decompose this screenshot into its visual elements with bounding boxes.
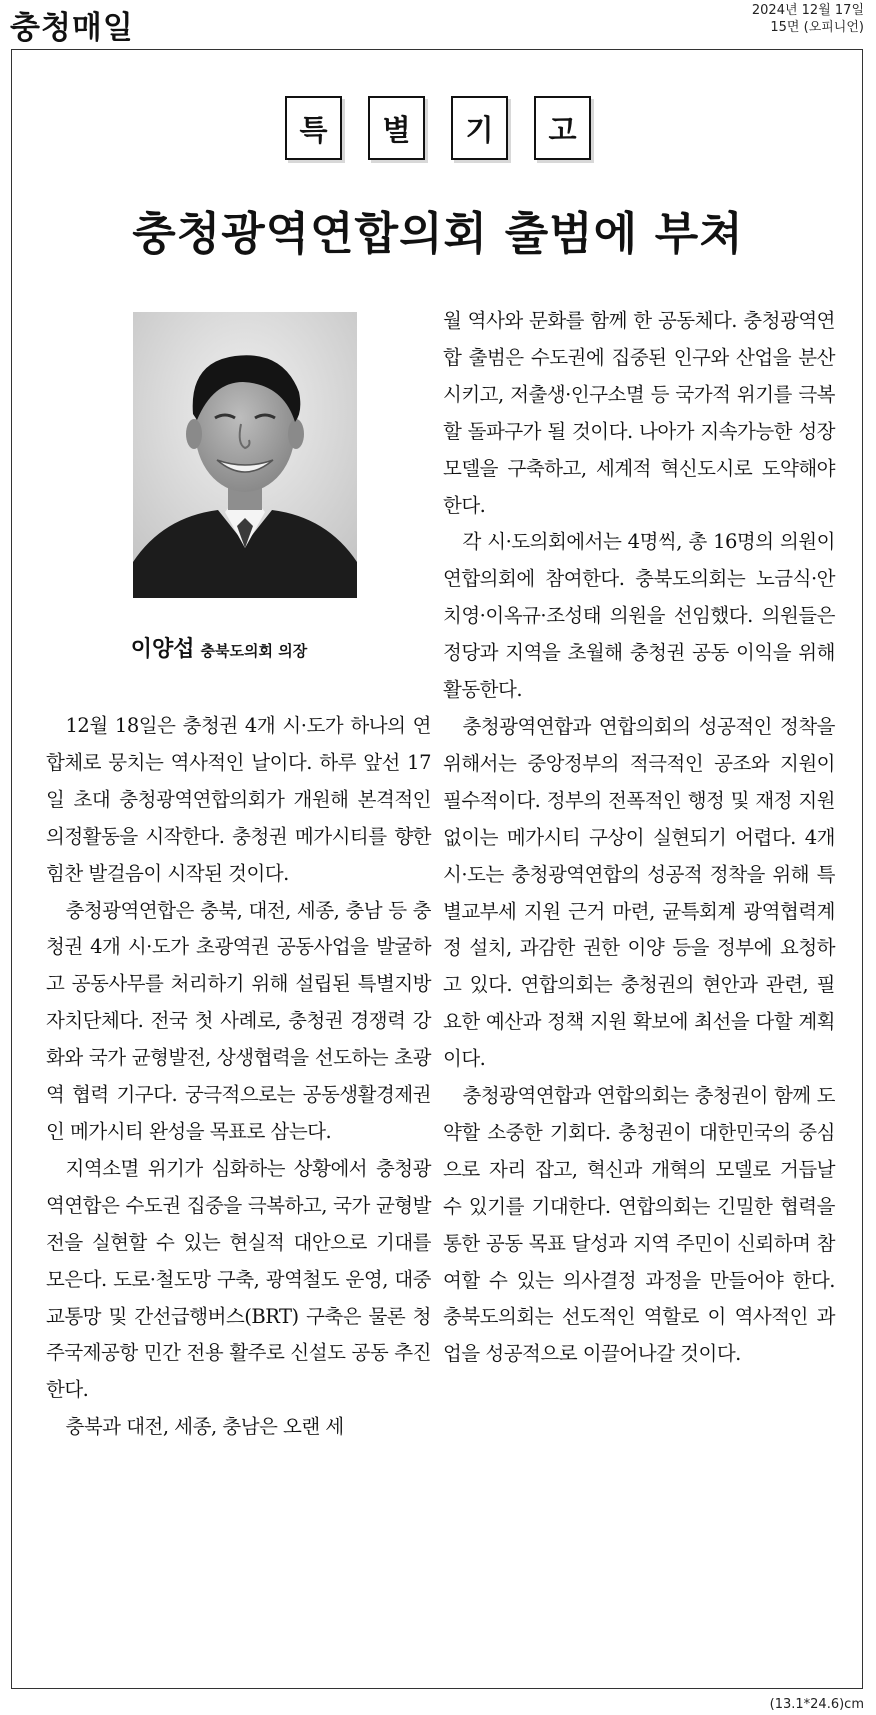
publication-date: 2024년 12월 17일 — [751, 3, 864, 18]
author-name: 이양섭 — [130, 637, 195, 662]
clipping-size-note: (13.1*24.6)cm — [769, 1697, 864, 1712]
body-paragraph: 지역소멸 위기가 심화하는 상황에서 충청광역연합은 수도권 집중을 극복하고, 국가 균형발전을 실현할 수 있는 현실적 대안으로 기대를 모은다. 도로·철도망 구축, 광역철도 운영, 대중교통망 및 간선급행버스(BRT) 구축은 물론 청주국제공항 민간 전용 활주로 신설도 공동 추진한다. — [46, 1156, 431, 1402]
portrait-icon — [133, 312, 357, 598]
page-section: 15면 (오피니언) — [770, 20, 864, 35]
section-tag — [0, 96, 876, 160]
body-paragraph: 각 시·도의회에서는 4명씩, 총 16명의 의원이 연합의회에 참여한다. 충북도의회는 노금식·안치영·이옥규·조성태 의원을 선임했다. 의원들은 정당과 지역을 초월해 충청권 공동 이익을 위해 활동한다. — [443, 530, 835, 702]
author-byline — [0, 632, 438, 663]
newspaper-masthead: 충청매일 — [10, 10, 134, 46]
section-tag-char: 고 — [534, 96, 591, 160]
dateline — [752, 2, 864, 36]
body-paragraph: 충북과 대전, 세종, 충남은 오랜 세 — [65, 1415, 344, 1439]
body-paragraph: 충청광역연합과 연합의회의 성공적인 정착을 위해서는 중앙정부의 적극적인 공조와 지원이 필수적이다. 정부의 전폭적인 행정 및 재정 지원 없이는 메가시티 구상이 실현되기 어렵다. 4개 시·도는 충청광역연합의 성공적 정착을 위해 특별교부세 지원 근거 마련, 균특회계 광역협력계정 설치, 과감한 권한 이양 등을 정부에 요청하고 있다. 연합의회는 충청권의 현안과 관련, 필요한 예산과 정책 지원 확보에 최선을 다할 계획이다. — [443, 714, 835, 1071]
section-tag-char: 별 — [368, 96, 425, 160]
body-paragraph: 12월 18일은 충청권 4개 시·도가 하나의 연합체로 뭉치는 역사적인 날이다. 하루 앞선 17일 초대 충청광역연합의회가 개원해 본격적인 의정활동을 시작한다. 충청권 메가시티를 향한 힘찬 발걸음이 시작된 것이다. — [46, 714, 431, 885]
section-tag-char: 특 — [285, 96, 342, 160]
body-paragraph: 충청광역연합과 연합의회는 충청권이 함께 도약할 소중한 기회다. 충청권이 대한민국의 중심으로 자리 잡고, 혁신과 개혁의 모델로 거듭날 수 있기를 기대한다. 연합의회는 긴밀한 협력을 통한 공동 목표 달성과 지역 주민이 신뢰하며 참여할 수 있는 의사결정 과정을 만들어야 한다. 충북도의회는 선도적인 역할로 이 역사적인 과업을 성공적으로 이끌어나갈 것이다. — [443, 1084, 835, 1366]
article-headline: 충청광역연합의회 출범에 부쳐 — [132, 207, 744, 260]
author-role: 충북도의회 의장 — [200, 642, 308, 660]
article-body-right-column — [443, 303, 835, 1373]
author-portrait-photo — [133, 312, 357, 598]
article-body-left-column — [46, 708, 431, 1446]
section-tag-char: 기 — [451, 96, 508, 160]
body-paragraph: 충청광역연합은 충북, 대전, 세종, 충남 등 충청권 4개 시·도가 초광역권 공동사업을 발굴하고 공동사무를 처리하기 위해 설립된 특별지방자치단체다. 전국 첫 사례로, 충청권 경쟁력 강화와 국가 균형발전, 상생협력을 선도하는 초광역 협력 기구다. 궁극적으로는 공동생활경제권인 메가시티 완성을 목표로 삼는다. — [46, 898, 431, 1143]
body-paragraph: 월 역사와 문화를 함께 한 공동체다. 충청광역연합 출범은 수도권에 집중된 인구와 산업을 분산시키고, 저출생·인구소멸 등 국가적 위기를 극복할 돌파구가 될 것이다. 나아가 지속가능한 성장 모델을 구축하고, 세계적 혁신도시로 도약해야 한다. — [443, 309, 835, 517]
